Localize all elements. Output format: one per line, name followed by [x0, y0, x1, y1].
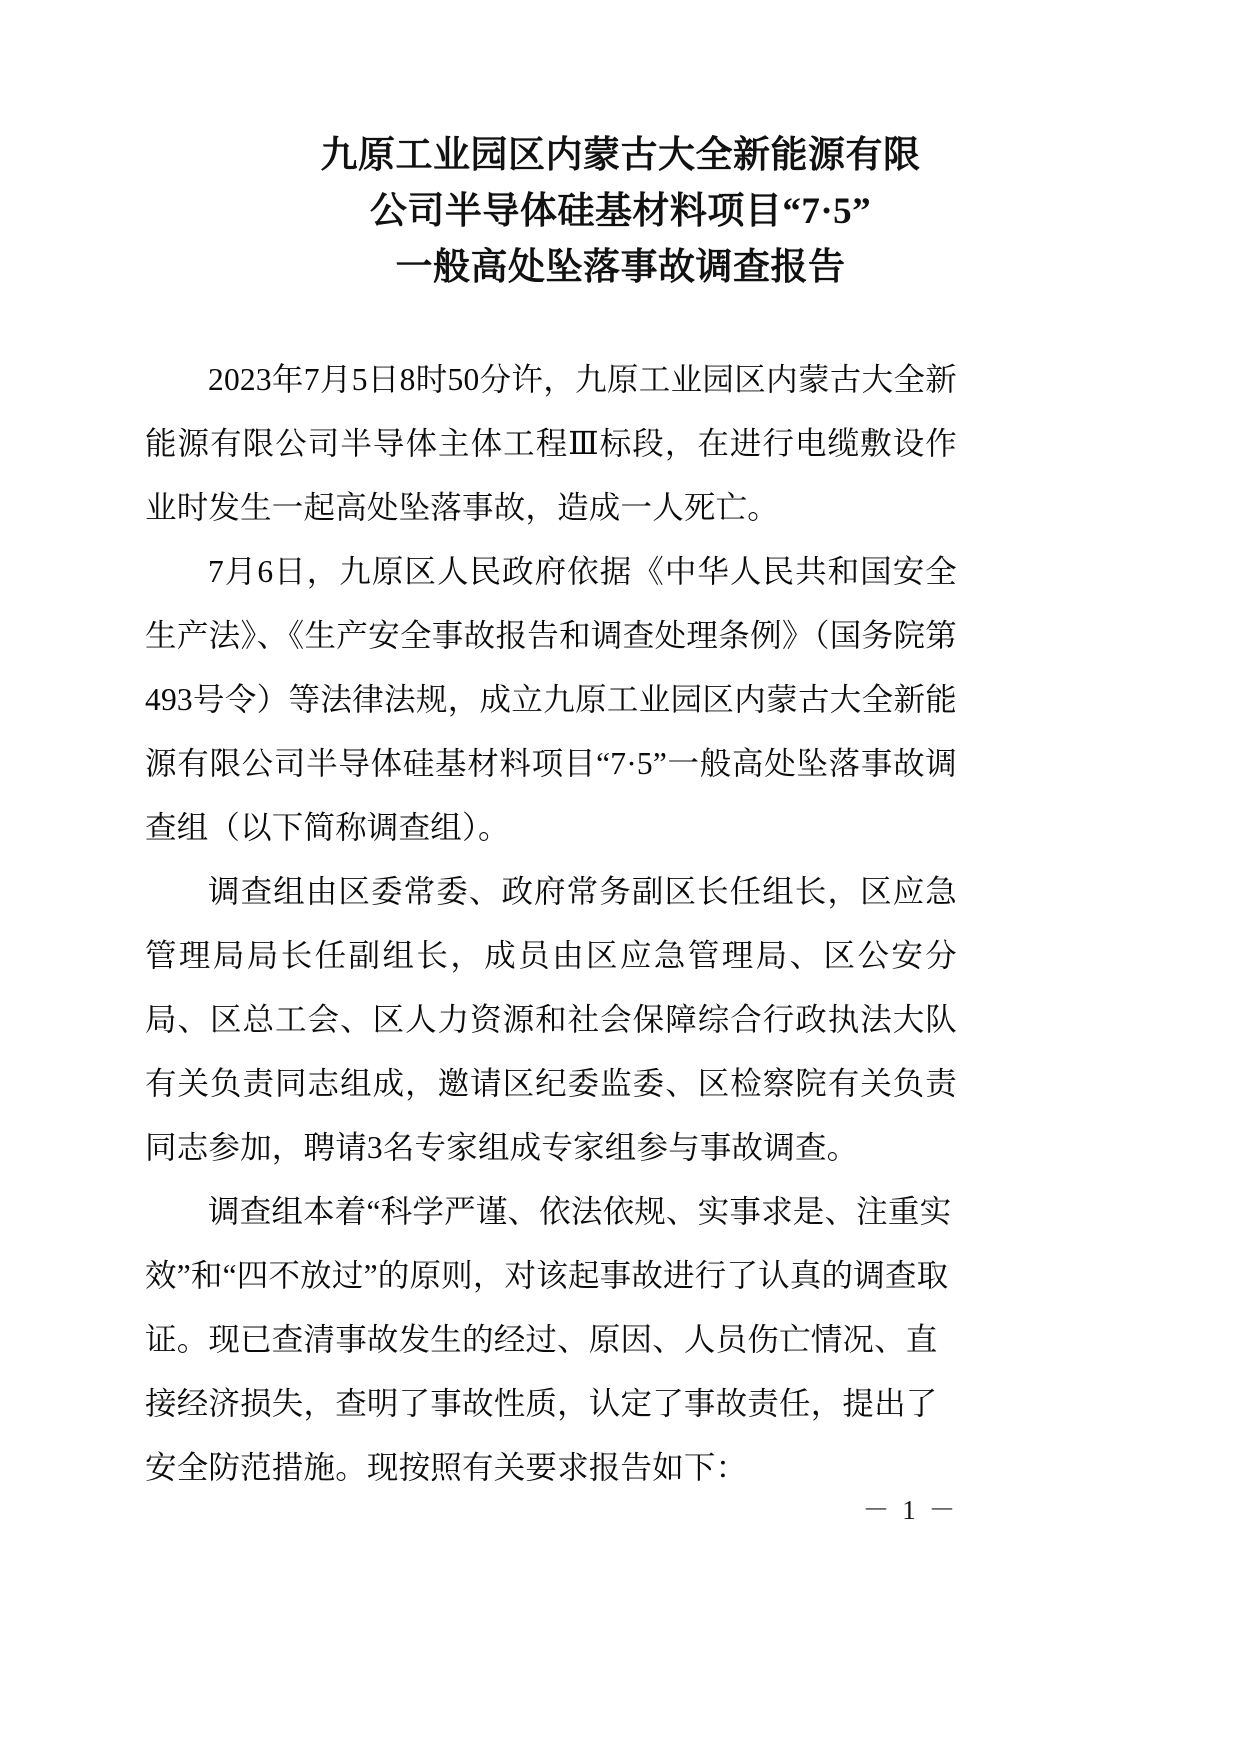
page-footer	[0, 1488, 1241, 1527]
title-line-2: 公司半导体硅基材料项目“7·5”	[369, 191, 872, 232]
page-number: － 1 －	[862, 1495, 959, 1525]
page-title	[0, 128, 1241, 296]
title-line-1: 九原工业园区内蒙古大全新能源有限	[320, 135, 921, 176]
paragraph-2: 7月6日，九原区人民政府依据《中华人民共和国安全生产法》、《生产安全事故报告和调查处理条例》（国务院第493号令）等法律法规，成立九原工业园区内蒙古大全新能源有限公司半导体硅基材料项目“7·5”一般高处坠落事故调查组（以下简称调查组）。	[145, 554, 957, 845]
document-body	[145, 348, 957, 1500]
paragraph-1: 2023年7月5日8时50分许，九原工业园区内蒙古大全新能源有限公司半导体主体工程Ⅲ标段，在进行电缆敷设作业时发生一起高处坠落事故，造成一人死亡。	[145, 362, 957, 525]
paragraph-4: 调查组本着“科学严谨、依法依规、实事求是、注重实效”和“四不放过”的原则，对该起事故进行了认真的调查取证。现已查清事故发生的经过、原因、人员伤亡情况、直接经济损失，查明了事故性质，认定了事故责任，提出了安全防范措施。现按照有关要求报告如下：	[145, 1194, 952, 1485]
title-line-3: 一般高处坠落事故调查报告	[395, 247, 846, 288]
paragraph-3: 调查组由区委常委、政府常务副区长任组长，区应急管理局局长任副组长，成员由区应急管理局、区公安分局、区总工会、区人力资源和社会保障综合行政执法大队有关负责同志组成，邀请区纪委监委、区检察院有关负责同志参加，聘请3名专家组成专家组参与事故调查。	[145, 874, 957, 1165]
